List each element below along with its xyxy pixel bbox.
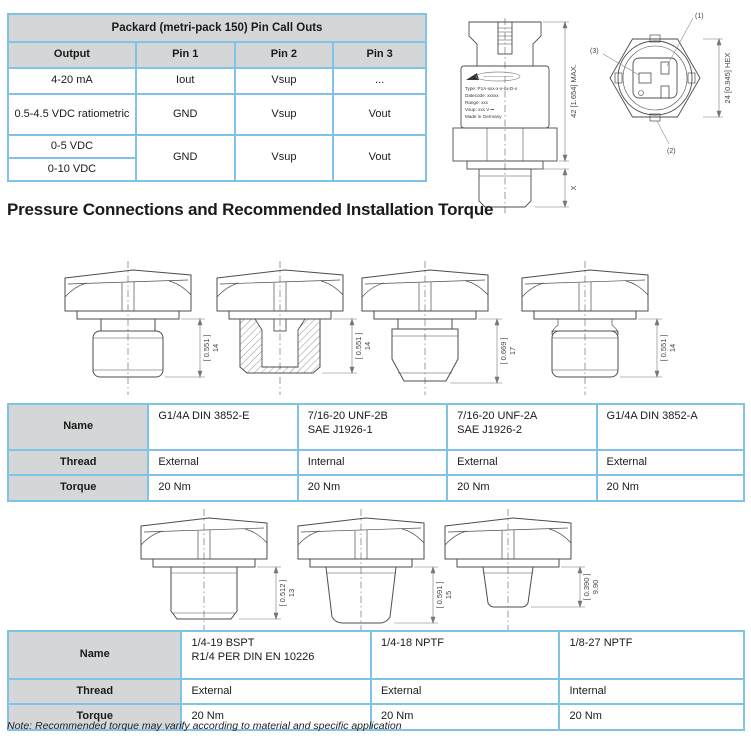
callout-leaders <box>603 18 693 144</box>
fitting-drawing-g14a-din3852a <box>500 255 680 400</box>
pin3-cell: Vout <box>333 135 426 181</box>
thread-cell: External <box>148 450 297 475</box>
output-cell: 0-5 VDC <box>8 135 136 158</box>
svg-text:Range: xxx: Range: xxx <box>465 100 488 105</box>
pin3-cell: ... <box>333 68 426 94</box>
name-cell: 7/16-20 UNF-2B SAE J1926-1 <box>298 404 447 450</box>
sensor-label <box>465 72 520 119</box>
callout-3: (3) <box>590 48 599 55</box>
table-row <box>8 68 426 94</box>
svg-text:14: 14 <box>363 341 372 351</box>
output-cell: 0-10 VDC <box>8 158 136 181</box>
sensor-side-view-drawing <box>435 18 585 218</box>
svg-text:9.90: 9.90 <box>591 579 600 595</box>
hex-dimension <box>703 39 723 117</box>
svg-text:[ 0.551 ]: [ 0.551 ] <box>659 334 668 362</box>
svg-text:[ 0.591 ]: [ 0.591 ] <box>435 581 444 609</box>
col-header-pin3: Pin 3 <box>333 42 426 68</box>
torque-table-1 <box>7 403 745 502</box>
torque-cell: 20 Nm <box>597 475 744 501</box>
row-label-torque: Torque <box>8 475 148 501</box>
svg-text:14: 14 <box>668 343 677 353</box>
row-label-thread: Thread <box>8 450 148 475</box>
svg-text:[ 0.512 ]: [ 0.512 ] <box>278 579 287 607</box>
name-cell: 1/8-27 NPTF <box>559 631 744 679</box>
fitting-drawing-eighth-nptf <box>423 503 603 638</box>
callout-1: (1) <box>695 13 704 20</box>
pin-table-title: Packard (metri-pack 150) Pin Call Outs <box>8 14 426 42</box>
name-cell: 7/16-20 UNF-2A SAE J1926-2 <box>447 404 596 450</box>
fitting-drawing-bspt <box>119 503 299 638</box>
thread-cell: External <box>181 679 371 704</box>
height-dimension <box>535 22 569 207</box>
svg-text:13: 13 <box>287 588 296 598</box>
svg-text:[ 0.551 ]: [ 0.551 ] <box>202 334 211 362</box>
svg-text:15: 15 <box>444 590 453 600</box>
thread-cell: External <box>371 679 560 704</box>
output-cell: 0.5-4.5 VDC ratiometric <box>8 94 136 135</box>
output-cell: 4-20 mA <box>8 68 136 94</box>
svg-text:[ 0.551 ]: [ 0.551 ] <box>354 332 363 360</box>
pin3-cell: Vout <box>333 94 426 135</box>
pin2-cell: Vsup <box>235 135 334 181</box>
row-label-thread: Thread <box>8 679 181 704</box>
pin1-cell: GND <box>136 94 235 135</box>
name-cell: G1/4A DIN 3852-E <box>148 404 297 450</box>
torque-table-2 <box>7 630 745 731</box>
thread-cell: External <box>447 450 596 475</box>
row-label-name: Name <box>8 404 148 450</box>
torque-cell: 20 Nm <box>181 704 371 730</box>
svg-text:[ 0.390 ]: [ 0.390 ] <box>582 573 591 601</box>
pin2-cell: Vsup <box>235 94 334 135</box>
torque-cell: 20 Nm <box>298 475 447 501</box>
col-header-output: Output <box>8 42 136 68</box>
svg-text:Vsup: xxx V ⎓: Vsup: xxx V ⎓ <box>465 107 495 112</box>
sensor-face-view-drawing <box>589 2 739 162</box>
torque-cell: 20 Nm <box>371 704 560 730</box>
svg-text:Made in Germany: Made in Germany <box>465 114 502 119</box>
page-title: Pressure Connections and Recommended Installation Torque <box>7 200 494 219</box>
torque-cell: 20 Nm <box>148 475 297 501</box>
name-cell: G1/4A DIN 3852-A <box>597 404 744 450</box>
col-header-pin2: Pin 2 <box>235 42 334 68</box>
svg-text:[ 0.669 ]: [ 0.669 ] <box>499 337 508 365</box>
pin1-cell: GND <box>136 135 235 181</box>
brand-logo <box>466 73 479 80</box>
svg-text:Datecode: xxxxx: Datecode: xxxxx <box>465 93 499 98</box>
torque-cell: 20 Nm <box>447 475 596 501</box>
torque-cell: 20 Nm <box>559 704 744 730</box>
table-row <box>8 135 426 158</box>
name-cell: 1/4-19 BSPT R1/4 PER DIN EN 10226 <box>181 631 371 679</box>
thread-cell: Internal <box>298 450 447 475</box>
callout-2: (2) <box>667 148 676 155</box>
row-label-name: Name <box>8 631 181 679</box>
height-dim-label: 42 [1.654] MAX. <box>569 64 578 118</box>
thread-cell: Internal <box>559 679 744 704</box>
footnote: Note: Recommended torque may varify according to material and specific application <box>7 720 402 732</box>
stud-dim-label: X <box>569 185 578 191</box>
hex-dim-label: 24 [0.945] HEX <box>723 52 732 104</box>
pin2-cell: Vsup <box>235 68 334 94</box>
fitting-drawing-unf2a-external <box>340 255 520 400</box>
thread-cell: External <box>597 450 744 475</box>
name-cell: 1/4-18 NPTF <box>371 631 560 679</box>
col-header-pin1: Pin 1 <box>136 42 235 68</box>
svg-text:17: 17 <box>508 346 517 356</box>
svg-text:14: 14 <box>211 343 220 353</box>
pin-callout-table <box>7 13 427 182</box>
pin1-cell: Iout <box>136 68 235 94</box>
row-label-torque: Torque <box>8 704 181 730</box>
table-row <box>8 94 426 135</box>
svg-text:Type: P1A-xxx-x-x-xx-D-x: Type: P1A-xxx-x-x-xx-D-x <box>465 86 518 91</box>
